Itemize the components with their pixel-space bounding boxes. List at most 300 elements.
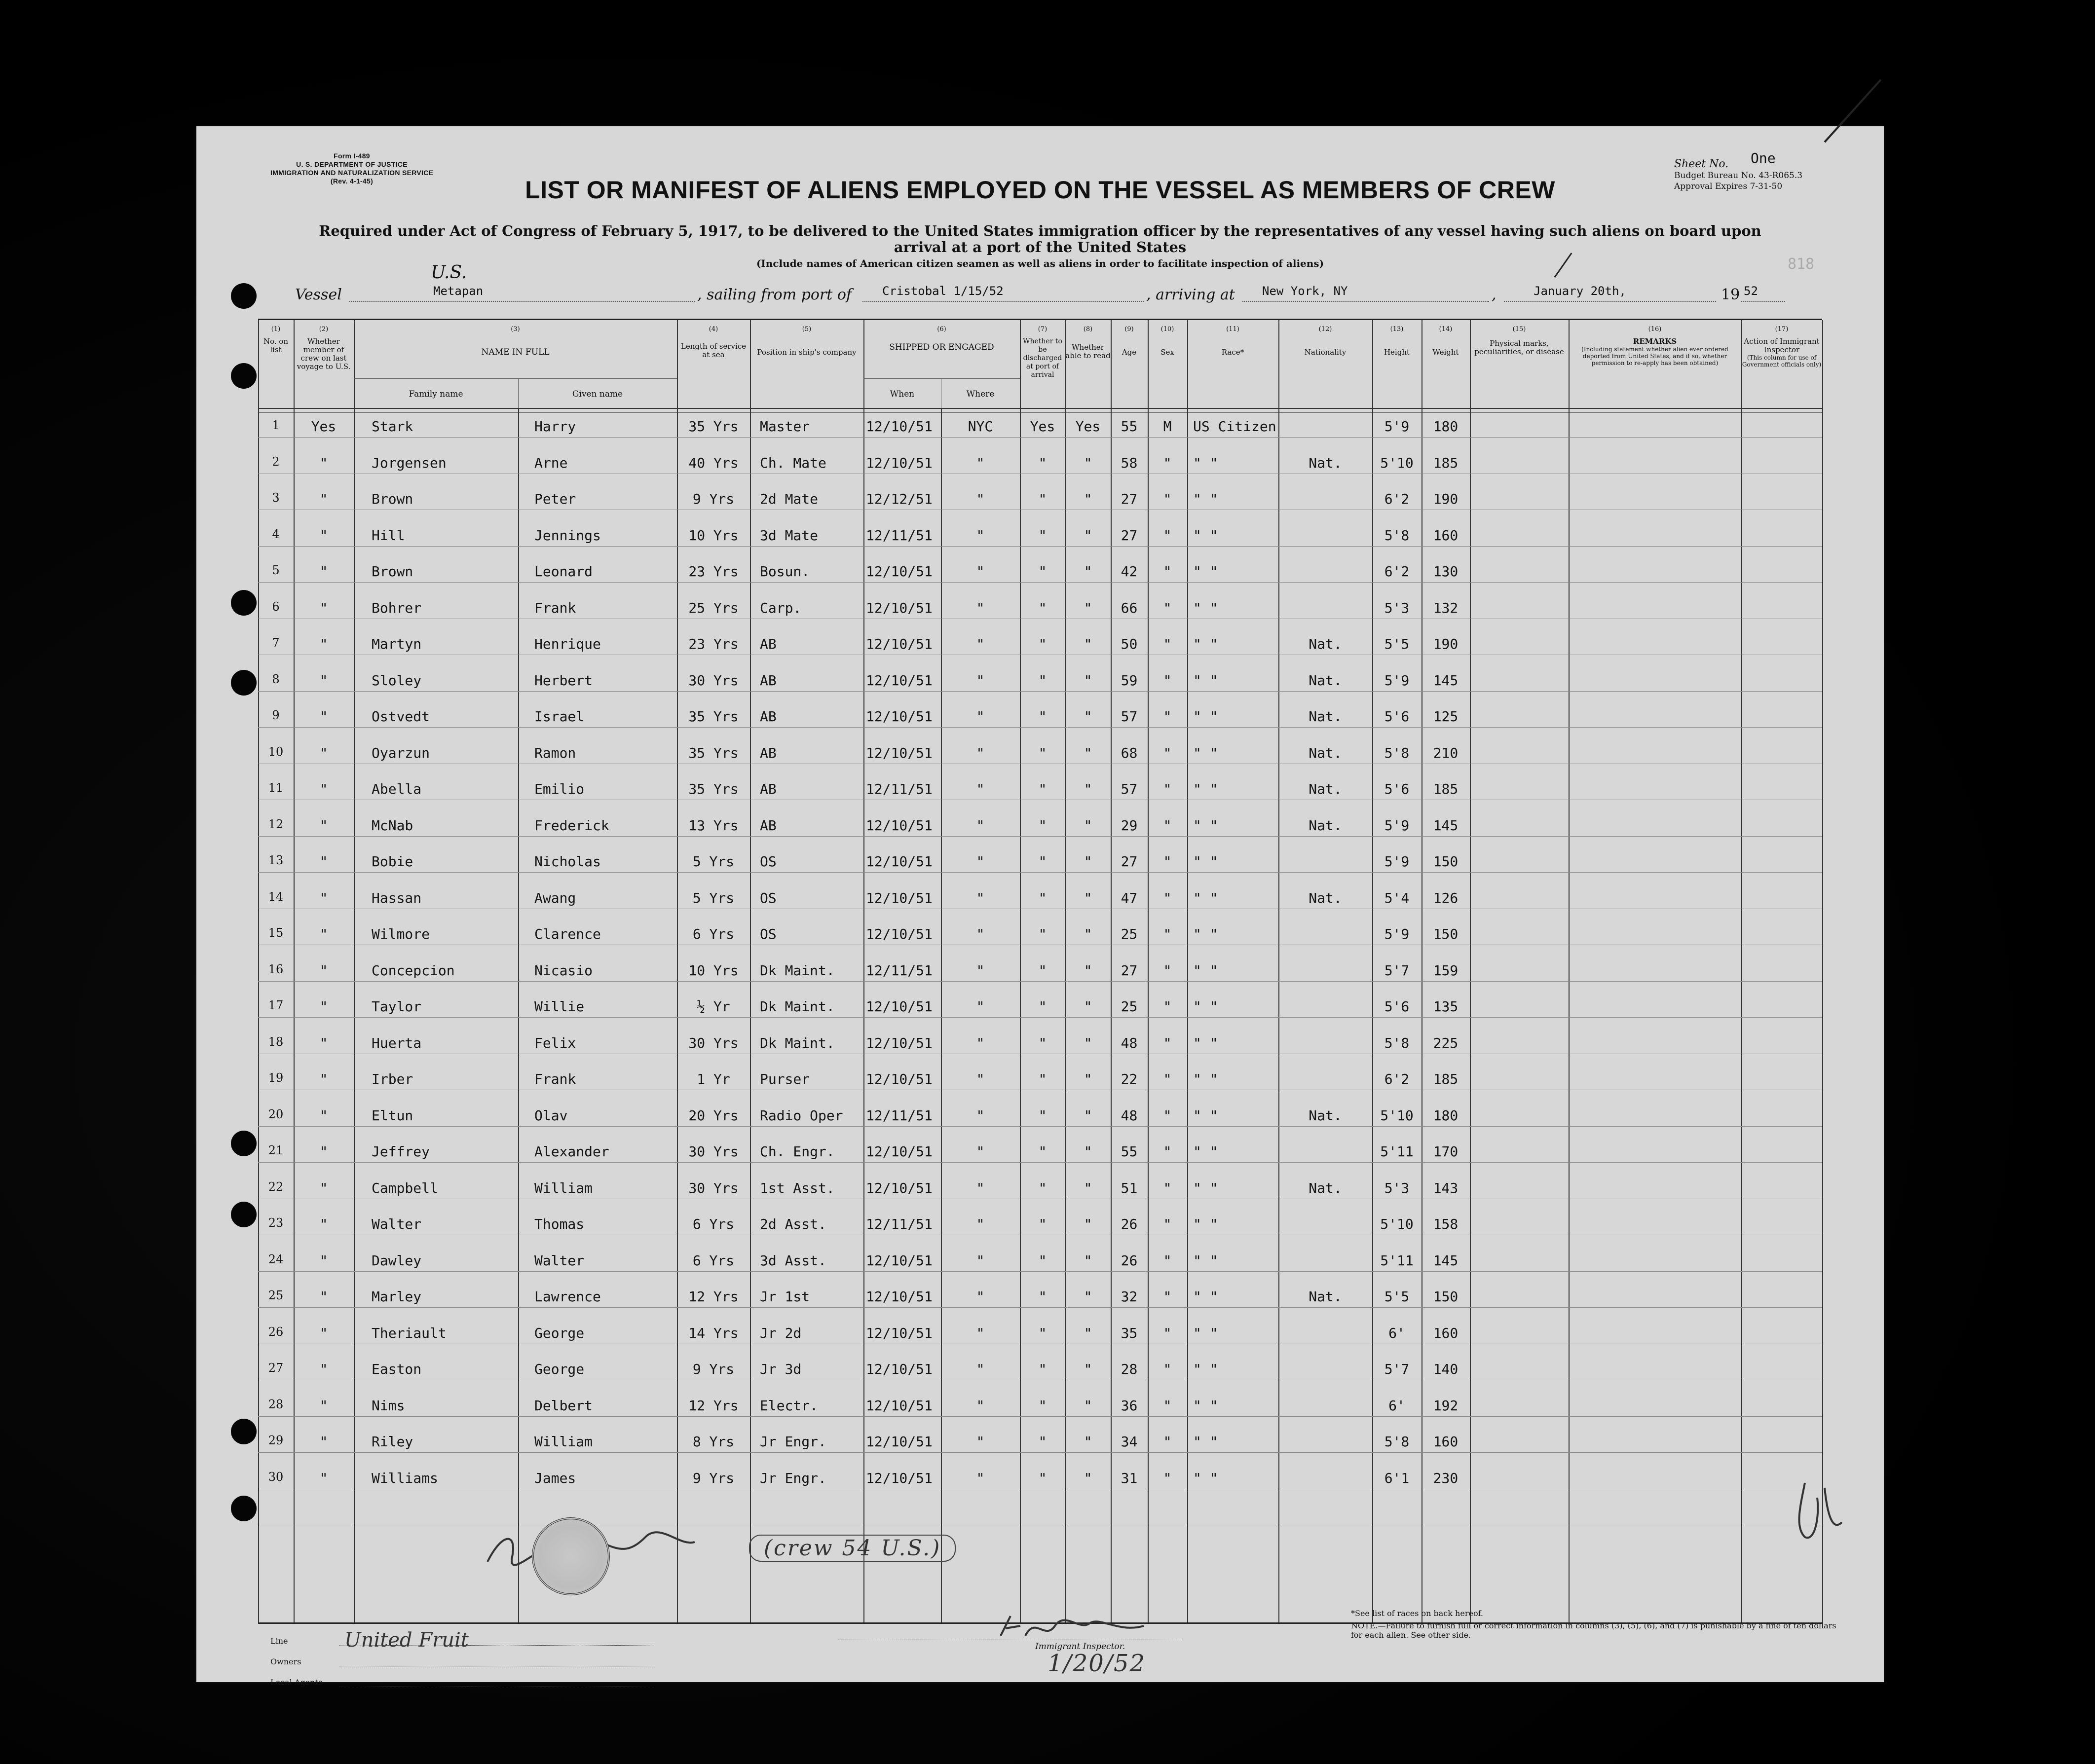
cell-read: " (1084, 599, 1092, 616)
cell-prior: " (319, 1324, 328, 1341)
cell-age: 26 (1121, 1216, 1138, 1232)
cell-nat: Nat. (1309, 708, 1342, 725)
cell-race: " " (1193, 1470, 1218, 1486)
cell-prior: " (319, 527, 328, 544)
cell-discharged: " (1038, 527, 1047, 544)
cell-prior: " (319, 1397, 328, 1414)
cell-no: 15 (268, 926, 284, 940)
cell-where: " (976, 491, 985, 507)
punch-hole (231, 590, 257, 616)
cell-nat: Nat. (1309, 1107, 1342, 1124)
cell-family: Walter (372, 1216, 422, 1232)
cell-given: Alexander (534, 1143, 609, 1160)
cell-race: " " (1193, 853, 1218, 870)
cell-given: Herbert (534, 672, 593, 689)
row-rule (258, 872, 1822, 873)
cell-family: Williams (372, 1470, 438, 1486)
cell-height: 5'6 (1384, 708, 1410, 725)
cell-where: " (976, 454, 985, 471)
cell-given: Henrique (534, 636, 601, 652)
cell-height: 5'11 (1380, 1143, 1414, 1160)
cell-no: 14 (268, 889, 284, 904)
cell-no: 22 (268, 1179, 284, 1194)
cell-read: " (1084, 708, 1092, 725)
cell-weight: 135 (1433, 998, 1459, 1015)
cell-sex: " (1163, 1470, 1172, 1486)
cell-position: OS (760, 926, 777, 942)
cell-where: " (976, 1361, 985, 1377)
cell-sex: " (1163, 1071, 1172, 1087)
footer-notes (1351, 1609, 1844, 1640)
subheader-given-name: Given name (572, 389, 623, 399)
cell-no: 7 (272, 636, 280, 650)
cell-no: 28 (268, 1397, 284, 1411)
cell-family: Marley (372, 1288, 422, 1305)
cell-height: 5'11 (1380, 1252, 1414, 1269)
manifest-sheet (196, 126, 1884, 1687)
cell-service: 13 Yrs (688, 817, 739, 834)
cell-when: 12/10/51 (866, 636, 933, 652)
row-rule (258, 437, 1822, 438)
cell-family: Irber (372, 1071, 413, 1087)
cell-sex: " (1163, 1216, 1172, 1232)
cell-position: Dk Maint. (760, 998, 835, 1015)
owners-label: Owners (270, 1657, 301, 1666)
row-rule (258, 1017, 1822, 1018)
cell-sex: " (1163, 636, 1172, 652)
cell-race: " " (1193, 889, 1218, 906)
subheader-where: Where (966, 389, 995, 399)
cell-sex: " (1163, 1397, 1172, 1414)
cell-height: 5'7 (1384, 1361, 1410, 1377)
cell-race: " " (1193, 1252, 1218, 1269)
cell-service: 5 Yrs (692, 853, 735, 870)
cell-sex: " (1163, 1433, 1172, 1450)
cell-sex: " (1163, 491, 1172, 507)
cell-race: " " (1193, 1433, 1218, 1450)
cell-no: 20 (268, 1107, 284, 1121)
cell-height: 5'9 (1384, 926, 1410, 942)
cell-family: Eltun (372, 1107, 413, 1124)
cell-no: 12 (268, 817, 284, 831)
cell-discharged: " (1038, 599, 1047, 616)
cell-position: Jr 2d (760, 1324, 802, 1341)
cell-sex: " (1163, 672, 1172, 689)
cell-weight: 130 (1433, 563, 1459, 580)
cell-discharged: " (1038, 1470, 1047, 1486)
cell-position: Dk Maint. (760, 1034, 835, 1051)
punch-hole (231, 283, 257, 309)
line-label: Line (270, 1636, 288, 1646)
cell-position: Bosun. (760, 563, 810, 580)
cell-given: Delbert (534, 1397, 593, 1414)
row-rule (258, 1126, 1822, 1127)
cell-service: 8 Yrs (692, 1433, 735, 1450)
cell-no: 25 (268, 1288, 284, 1302)
col-header-age: (9) Age (1122, 326, 1137, 357)
cell-weight: 140 (1433, 1361, 1459, 1377)
cell-no: 30 (268, 1470, 284, 1484)
cell-age: 48 (1121, 1034, 1138, 1051)
sailing-label: , sailing from port of (697, 286, 852, 303)
row-rule (258, 1307, 1822, 1308)
cell-family: Bohrer (372, 599, 422, 616)
cell-family: Wilmore (372, 926, 430, 942)
cell-weight: 145 (1433, 817, 1459, 834)
cell-discharged: " (1038, 1216, 1047, 1232)
cell-no: 8 (272, 672, 280, 686)
cell-discharged: " (1038, 636, 1047, 652)
cell-age: 31 (1121, 1470, 1138, 1486)
cell-where: " (976, 817, 985, 834)
cell-when: 12/10/51 (866, 1252, 933, 1269)
cell-no: 23 (268, 1216, 284, 1230)
cell-sex: " (1163, 563, 1172, 580)
cell-sex: " (1163, 1143, 1172, 1160)
col-header-position: (5) Position in ship's company (757, 326, 857, 357)
cell-when: 12/10/51 (866, 744, 933, 761)
cell-where: " (976, 1324, 985, 1341)
cell-family: Abella (372, 781, 422, 797)
cell-weight: 158 (1433, 1216, 1459, 1232)
cell-where: " (976, 563, 985, 580)
cell-no: 19 (268, 1071, 284, 1085)
cell-read: " (1084, 781, 1092, 797)
cell-position: 3d Asst. (760, 1252, 826, 1269)
cell-position: 2d Asst. (760, 1216, 826, 1232)
cell-given: Leonard (534, 563, 593, 580)
cell-weight: 210 (1433, 744, 1459, 761)
cell-given: Frank (534, 599, 576, 616)
cell-discharged: " (1038, 1288, 1047, 1305)
col-header-action: (17) Action of Immigrant Inspector (This column for use of Government officials only) (1742, 326, 1822, 368)
cell-where: " (976, 1470, 985, 1486)
cell-race: " " (1193, 962, 1218, 979)
cell-weight: 185 (1433, 454, 1459, 471)
col-header-sex: (10) Sex (1160, 326, 1174, 357)
cell-family: Riley (372, 1433, 413, 1450)
cell-sex: " (1163, 527, 1172, 544)
cell-service: 6 Yrs (692, 926, 735, 942)
cell-height: 5'9 (1384, 672, 1410, 689)
cell-where: " (976, 853, 985, 870)
cell-where: " (976, 708, 985, 725)
col-header-remarks: (16) REMARKS (Including statement whether alien ever ordered deported from United States, and if so, whether permission to re-apply has been obtained) (1581, 326, 1728, 367)
cell-no: 16 (268, 962, 284, 976)
cell-sex: " (1163, 853, 1172, 870)
cell-read: " (1084, 672, 1092, 689)
cell-prior: Yes (311, 418, 337, 435)
row-rule (258, 691, 1822, 692)
cell-discharged: " (1038, 1071, 1047, 1087)
cell-race: " " (1193, 1361, 1218, 1377)
cell-discharged: " (1038, 1179, 1047, 1196)
col-header-shipped: (6) SHIPPED OR ENGAGED (889, 326, 994, 352)
cell-given: James (534, 1470, 576, 1486)
cell-given: Lawrence (534, 1288, 601, 1305)
cell-discharged: " (1038, 817, 1047, 834)
cell-position: Jr 1st (760, 1288, 810, 1305)
cell-family: Ostvedt (372, 708, 430, 725)
cell-discharged: " (1038, 1034, 1047, 1051)
cell-when: 12/10/51 (866, 563, 933, 580)
cell-given: Clarence (534, 926, 601, 942)
col-header-service: (4) Length of service at sea (680, 326, 747, 359)
cell-when: 12/11/51 (866, 527, 933, 544)
cell-when: 12/10/51 (866, 853, 933, 870)
cell-given: Jennings (534, 527, 601, 544)
cell-family: Martyn (372, 636, 422, 652)
cell-family: Nims (372, 1397, 405, 1414)
cell-age: 29 (1121, 817, 1138, 834)
cell-height: 6'2 (1384, 1071, 1410, 1087)
cell-height: 5'7 (1384, 962, 1410, 979)
cell-service: 20 Yrs (688, 1107, 739, 1124)
cell-no: 29 (268, 1433, 284, 1447)
cell-weight: 225 (1433, 1034, 1459, 1051)
cell-where: " (976, 1071, 985, 1087)
row-rule (258, 836, 1822, 837)
cell-height: 5'6 (1384, 781, 1410, 797)
cell-race: " " (1193, 563, 1218, 580)
cell-weight: 132 (1433, 599, 1459, 616)
cell-given: Walter (534, 1252, 585, 1269)
cell-prior: " (319, 1071, 328, 1087)
cell-race: " " (1193, 1288, 1218, 1305)
cell-read: " (1084, 1324, 1092, 1341)
cell-position: Ch. Engr. (760, 1143, 835, 1160)
cell-age: 57 (1121, 781, 1138, 797)
cell-age: 35 (1121, 1324, 1138, 1341)
cell-position: AB (760, 781, 777, 797)
cell-position: Radio Oper (760, 1107, 843, 1124)
cell-weight: 150 (1433, 1288, 1459, 1305)
cell-weight: 180 (1433, 1107, 1459, 1124)
cell-prior: " (319, 1179, 328, 1196)
cell-family: Huerta (372, 1034, 422, 1051)
cell-prior: " (319, 1143, 328, 1160)
cell-prior: " (319, 962, 328, 979)
cell-where: " (976, 962, 985, 979)
cell-given: Awang (534, 889, 576, 906)
cell-read: " (1084, 527, 1092, 544)
cell-discharged: " (1038, 491, 1047, 507)
cell-age: 27 (1121, 853, 1138, 870)
cell-prior: " (319, 998, 328, 1015)
cell-height: 6'2 (1384, 563, 1410, 580)
cell-position: Ch. Mate (760, 454, 826, 471)
cell-no: 26 (268, 1324, 284, 1339)
cell-family: Taylor (372, 998, 422, 1015)
cell-height: 5'8 (1384, 1034, 1410, 1051)
cell-given: Ramon (534, 744, 576, 761)
cell-given: Thomas (534, 1216, 585, 1232)
cell-nat: Nat. (1309, 781, 1342, 797)
cell-read: " (1084, 1143, 1092, 1160)
cell-given: Emilio (534, 781, 585, 797)
cell-race: " " (1193, 1034, 1218, 1051)
cell-discharged: Yes (1030, 418, 1055, 435)
cell-prior: " (319, 853, 328, 870)
page-subtitle: Required under Act of Congress of February 5, 1917, to be delivered to the United States immigration officer by the representatives of any vessel having such aliens on board upon arrival at a port of the United States (319, 222, 1761, 256)
cell-service: 25 Yrs (688, 599, 739, 616)
cell-service: 12 Yrs (688, 1397, 739, 1414)
official-seal (532, 1517, 610, 1595)
cell-given: William (534, 1433, 593, 1450)
row-rule (258, 546, 1822, 547)
cell-height: 5'8 (1384, 744, 1410, 761)
arriving-port: New York, NY (1242, 284, 1489, 302)
cell-prior: " (319, 781, 328, 797)
cell-service: 30 Yrs (688, 1143, 739, 1160)
cell-sex: " (1163, 1179, 1172, 1196)
cell-age: 25 (1121, 926, 1138, 942)
cell-when: 12/10/51 (866, 1071, 933, 1087)
row-rule (258, 727, 1822, 728)
cell-given: Frederick (534, 817, 609, 834)
cell-height: 5'10 (1380, 1216, 1414, 1232)
cell-read: " (1084, 1361, 1092, 1377)
cell-given: Israel (534, 708, 585, 725)
cell-read: " (1084, 491, 1092, 507)
cell-given: Peter (534, 491, 576, 507)
cell-height: 5'10 (1380, 454, 1414, 471)
cell-height: 5'3 (1384, 599, 1410, 616)
cell-where: " (976, 1252, 985, 1269)
cell-where: " (976, 599, 985, 616)
cell-when: 12/10/51 (866, 454, 933, 471)
cell-given: Willie (534, 998, 585, 1015)
include-note: (Include names of American citizen seamen as well as aliens in order to facilitate inspection of aliens) (756, 257, 1324, 269)
row-rule (258, 1162, 1822, 1163)
column-rule (1822, 320, 1823, 1622)
cell-age: 48 (1121, 1107, 1138, 1124)
cell-service: ½ Yr (697, 998, 730, 1015)
cell-service: 9 Yrs (692, 491, 735, 507)
cell-given: William (534, 1179, 593, 1196)
cell-prior: " (319, 454, 328, 471)
cell-discharged: " (1038, 1252, 1047, 1269)
cell-weight: 170 (1433, 1143, 1459, 1160)
initial-mark-glyph (1790, 1478, 1844, 1542)
cell-position: AB (760, 817, 777, 834)
cell-age: 27 (1121, 962, 1138, 979)
col-header-nationality: (12) Nationality (1304, 326, 1347, 357)
cell-read: Yes (1075, 418, 1101, 435)
cell-position: 2d Mate (760, 491, 819, 507)
cell-height: 5'9 (1384, 817, 1410, 834)
cell-given: Olav (534, 1107, 568, 1124)
cell-race: " " (1193, 599, 1218, 616)
column-rule (750, 320, 751, 1622)
cell-age: 28 (1121, 1361, 1138, 1377)
cell-where: " (976, 744, 985, 761)
cell-discharged: " (1038, 454, 1047, 471)
cell-discharged: " (1038, 998, 1047, 1015)
cell-where: " (976, 1397, 985, 1414)
cell-race: " " (1193, 491, 1218, 507)
column-rule (1569, 320, 1570, 1622)
cell-weight: 160 (1433, 1324, 1459, 1341)
cell-height: 5'9 (1384, 418, 1410, 435)
sheet-number-box (1674, 150, 1852, 192)
cell-prior: " (319, 672, 328, 689)
cell-discharged: " (1038, 563, 1047, 580)
cell-service: 5 Yrs (692, 889, 735, 906)
cell-read: " (1084, 853, 1092, 870)
punch-hole (231, 670, 257, 696)
cell-discharged: " (1038, 744, 1047, 761)
cell-age: 25 (1121, 998, 1138, 1015)
cell-height: 5'10 (1380, 1107, 1414, 1124)
header-separator (258, 412, 1822, 413)
cell-prior: " (319, 1470, 328, 1486)
cell-prior: " (319, 889, 328, 906)
cell-sex: " (1163, 1288, 1172, 1305)
cell-family: Campbell (372, 1179, 438, 1196)
cell-sex: " (1163, 599, 1172, 616)
cell-prior: " (319, 1216, 328, 1232)
cell-service: 9 Yrs (692, 1361, 735, 1377)
cell-nat: Nat. (1309, 817, 1342, 834)
column-rule (354, 320, 355, 1622)
cell-sex: " (1163, 454, 1172, 471)
cell-position: 3d Mate (760, 527, 819, 544)
cell-race: " " (1193, 454, 1218, 471)
cell-family: Sloley (372, 672, 422, 689)
cell-prior: " (319, 1288, 328, 1305)
arriving-label: , arriving at (1146, 286, 1235, 303)
cell-position: Purser (760, 1071, 810, 1087)
cell-height: 5'5 (1384, 1288, 1410, 1305)
cell-service: 35 Yrs (688, 744, 739, 761)
col-header-height: (13) Height (1384, 326, 1410, 357)
cell-prior: " (319, 1107, 328, 1124)
cell-age: 32 (1121, 1288, 1138, 1305)
col-header-no: (1) No. on list (263, 326, 289, 354)
cell-height: 5'3 (1384, 1179, 1410, 1196)
cell-height: 5'8 (1384, 1433, 1410, 1450)
cell-read: " (1084, 1252, 1092, 1269)
form-revision: (Rev. 4-1-45) (330, 177, 374, 185)
col-header-read: (8) Whether able to read (1065, 326, 1111, 360)
cell-where: " (976, 998, 985, 1015)
cell-age: 47 (1121, 889, 1138, 906)
cell-race: " " (1193, 1324, 1218, 1341)
cell-race: US Citizen (1193, 418, 1276, 435)
cell-position: Jr 3d (760, 1361, 802, 1377)
cell-read: " (1084, 744, 1092, 761)
cell-where: " (976, 781, 985, 797)
cell-age: 36 (1121, 1397, 1138, 1414)
punch-hole (231, 1419, 257, 1444)
cell-when: 12/10/51 (866, 817, 933, 834)
cell-read: " (1084, 454, 1092, 471)
agents-label: Local Agents (270, 1678, 323, 1687)
cell-discharged: " (1038, 889, 1047, 906)
cell-prior: " (319, 1433, 328, 1450)
cell-age: 27 (1121, 527, 1138, 544)
cell-when: 12/10/51 (866, 708, 933, 725)
cell-service: 1 Yr (697, 1071, 730, 1087)
cell-prior: " (319, 926, 328, 942)
cell-weight: 125 (1433, 708, 1459, 725)
punch-hole (231, 1496, 257, 1521)
cell-no: 24 (268, 1252, 284, 1266)
cell-sex: " (1163, 889, 1172, 906)
cell-race: " " (1193, 1179, 1218, 1196)
cell-service: 14 Yrs (688, 1324, 739, 1341)
